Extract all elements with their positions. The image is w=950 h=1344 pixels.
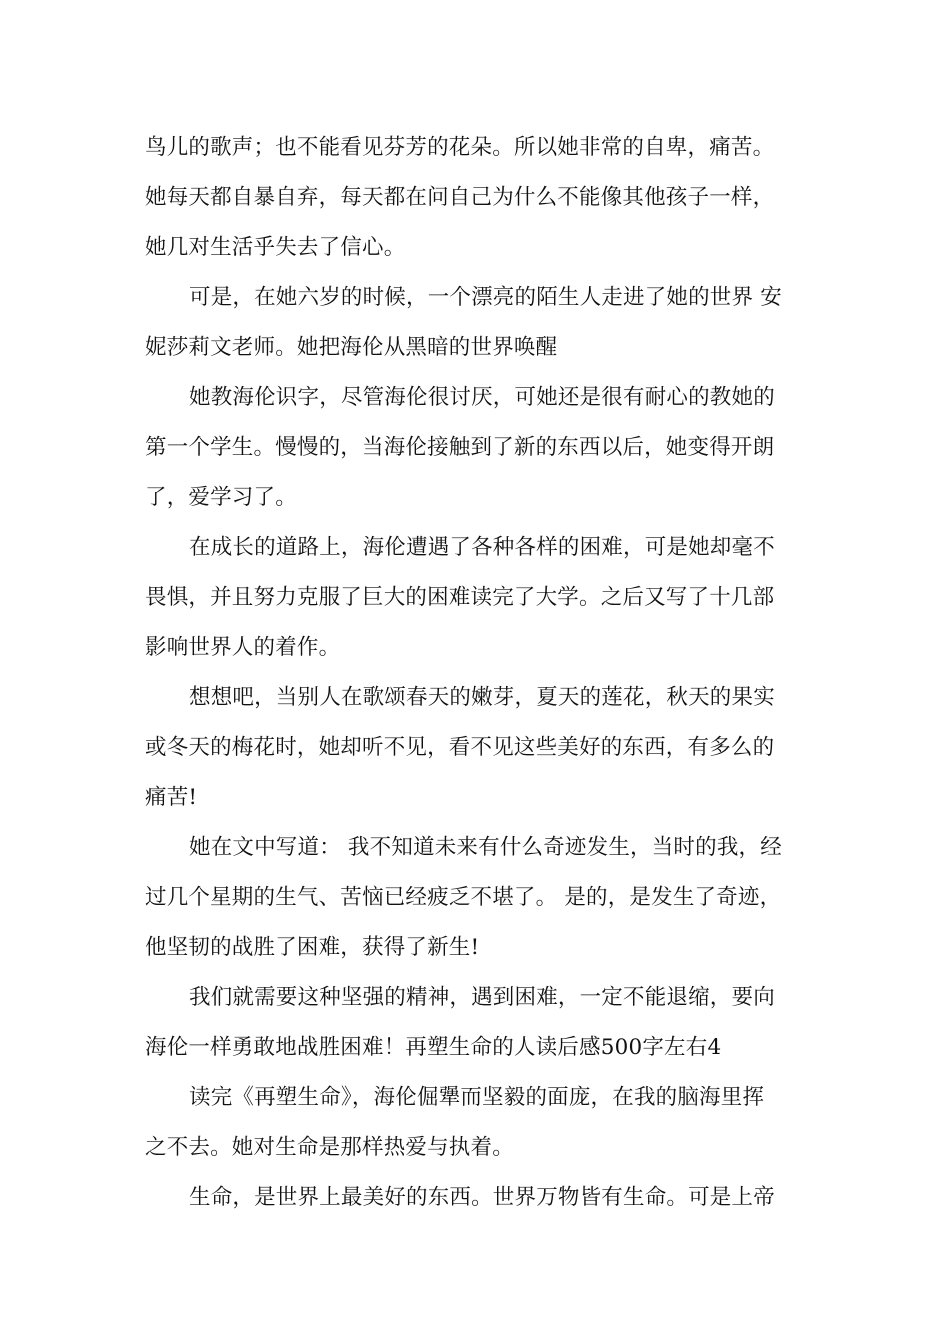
text-line: 畏惧，并且努力克服了巨大的困难读完了大学。之后又写了十几部 [145,585,775,610]
text-line: 第一个学生。慢慢的，当海伦接触到了新的东西以后，她变得开朗 [145,435,775,460]
text-line: 了，爱学习了。 [145,485,297,510]
paragraph-5 [145,678,809,828]
text-line: 可是，在她六岁的时候，一个漂亮的陌生人走进了她的世界 安 [189,285,782,310]
paragraph-6 [145,828,809,978]
document-body [145,128,809,1228]
text-line: 影响世界人的着作。 [145,635,341,660]
paragraph-1 [145,128,809,278]
text-line: 她几对生活乎失去了信心。 [145,235,406,260]
paragraph-2 [145,278,809,378]
text-line: 生命，是世界上最美好的东西。世界万物皆有生命。可是上帝 [189,1185,775,1210]
text-line: 在成长的道路上，海伦遭遇了各种各样的困难，可是她却毫不 [189,535,775,560]
text-line: 我们就需要这种坚强的精神，遇到困难，一定不能退缩，要向 [189,985,775,1010]
text-line: 海伦一样勇敢地战胜困难！再塑生命的人读后感500字左右4 [145,1035,722,1060]
paragraph-7 [145,978,809,1078]
text-line: 想想吧，当别人在歌颂春天的嫩芽，夏天的莲花，秋天的果实 [189,685,775,710]
text-line: 鸟儿的歌声；也不能看见芬芳的花朵。所以她非常的自卑，痛苦。 [145,135,775,160]
paragraph-4 [145,528,809,678]
text-line: 他坚韧的战胜了困难，获得了新生! [145,935,480,960]
paragraph-8 [145,1078,809,1178]
text-line: 读完《再塑生命》，海伦倔犟而坚毅的面庞，在我的脑海里挥 [189,1085,765,1110]
text-line: 或冬天的梅花时，她却听不见，看不见这些美好的东西，有多么的 [145,735,775,760]
text-line: 她每天都自暴自弃，每天都在问自己为什么不能像其他孩子一样， [145,185,775,210]
text-line: 过几个星期的生气、苦恼已经疲乏不堪了。 是的，是发生了奇迹， [145,885,782,910]
text-line: 痛苦! [145,785,198,810]
paragraph-9 [145,1178,809,1228]
text-line: 她在文中写道： 我不知道未来有什么奇迹发生，当时的我，经 [189,835,782,860]
text-line: 妮莎莉文老师。她把海伦从黑暗的世界唤醒 [145,335,558,360]
text-line: 之不去。她对生命是那样热爱与执着。 [145,1135,514,1160]
text-line: 她教海伦识字，尽管海伦很讨厌，可她还是很有耐心的教她的 [189,385,775,410]
paragraph-3 [145,378,809,528]
